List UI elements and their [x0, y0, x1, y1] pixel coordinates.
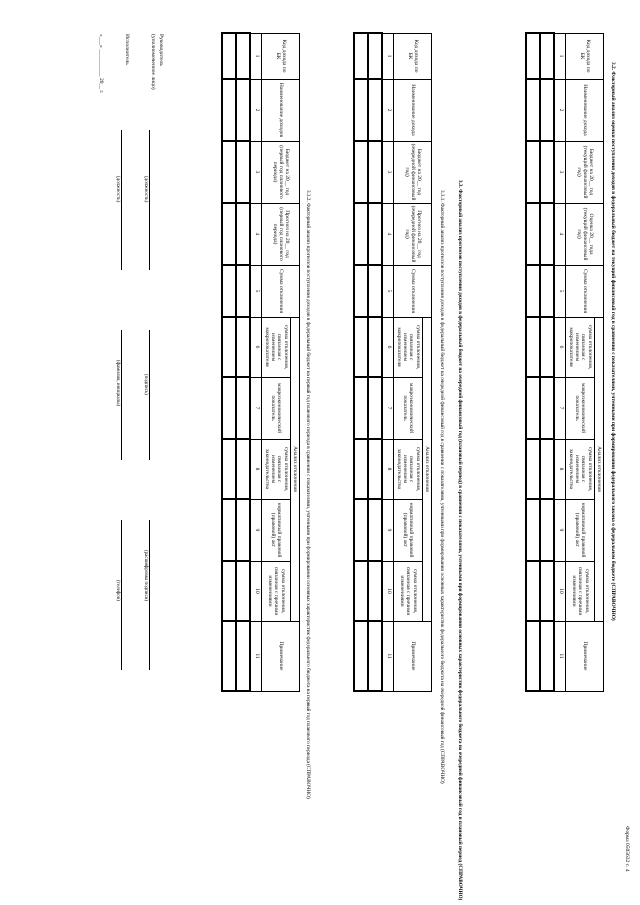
total-cell[interactable] [222, 621, 236, 691]
budget-header: Бюджет на 20__ год (текущий финансовый год) [566, 141, 604, 203]
head-signature-line [149, 330, 150, 460]
total-cell[interactable] [222, 439, 236, 499]
total-cell[interactable] [526, 203, 540, 265]
estimate-header: Прогноз на 20__ год (очередной финансовый год) [394, 203, 432, 265]
total-cell[interactable] [526, 141, 540, 203]
total-cell[interactable] [222, 499, 236, 561]
column-number: 10 [250, 561, 262, 621]
data-cell[interactable] [368, 317, 382, 377]
code-header: Код дохода по БК [394, 33, 432, 79]
legal-act-header: нормативный правовой (правовой) акт [262, 499, 290, 561]
data-cell[interactable] [236, 377, 250, 439]
data-cell[interactable] [540, 317, 554, 377]
data-cell[interactable] [540, 79, 554, 141]
analysis-header: Анализ отклонения [422, 317, 431, 621]
data-cell[interactable] [236, 79, 250, 141]
total-cell[interactable] [526, 33, 540, 79]
column-number: 7 [382, 377, 394, 439]
total-cell[interactable] [354, 317, 368, 377]
head-decode-caption: (расшифровка подписи) [143, 550, 148, 602]
header-row [594, 33, 603, 691]
total-cell[interactable] [526, 79, 540, 141]
total-cell[interactable] [222, 203, 236, 265]
total-cell[interactable] [222, 561, 236, 621]
deviation-header: Сумма отклонения [566, 265, 604, 317]
law-deviation-header: сумма отклонения, связанная с изменением законодательства [262, 439, 290, 499]
head-position-line [149, 130, 150, 270]
section-3-2-title: 3.2. Факторный анализ оценки поступления доходов в федеральный бюджет на текущий финансовый год в сравнении с показателями, учтенными при формировании федерального закона о федеральном бюджете (СПРАВОЧНО) [610, 62, 616, 621]
column-number: 4 [554, 203, 566, 265]
other-deviation-header: сумма отклонения, связанная с прочими изменениями [394, 561, 422, 621]
data-cell[interactable] [236, 317, 250, 377]
analysis-header: Анализ отклонения [290, 317, 299, 621]
section-3-3-2-title: 3.3.2. Факторный анализ прогнозов поступления доходов в федеральный бюджет на первый год планового периода в сравнении с показателями, учтенными при формировании основных характеристик федерального бюджета на первый год планового периода (СПРАВОЧНО) [305, 190, 311, 799]
data-cell[interactable] [540, 561, 554, 621]
column-number: 1 [382, 33, 394, 79]
total-cell[interactable] [354, 79, 368, 141]
section-3-3-1-title: 3.3.1. Факторный анализ прогнозов поступления доходов в федеральный бюджет на очередной финансовый год в сравнении с показателями, учтенными при формировании основных характеристик федерального бюджета на очередной финансовый год (СПРАВОЧНО) [439, 190, 445, 784]
total-cell[interactable] [222, 141, 236, 203]
total-cell[interactable] [354, 33, 368, 79]
data-row [236, 33, 250, 691]
data-cell[interactable] [368, 141, 382, 203]
head-label: Руководитель [158, 34, 164, 66]
estimate-header: Оценка 20__ года (текущий финансовый год) [566, 203, 604, 265]
column-number: 6 [250, 317, 262, 377]
data-cell[interactable] [368, 33, 382, 79]
data-cell[interactable] [236, 141, 250, 203]
total-row [354, 33, 368, 691]
column-number: 3 [250, 141, 262, 203]
exec-phone-line [121, 520, 122, 670]
data-cell[interactable] [540, 621, 554, 691]
total-cell[interactable] [354, 141, 368, 203]
form-label: Форма 0505632 с. 4 [624, 826, 630, 872]
data-cell[interactable] [236, 439, 250, 499]
data-cell[interactable] [368, 499, 382, 561]
data-cell[interactable] [540, 141, 554, 203]
total-cell[interactable] [354, 377, 368, 439]
column-number: 3 [554, 141, 566, 203]
column-number: 10 [382, 561, 394, 621]
total-cell[interactable] [526, 439, 540, 499]
total-cell[interactable] [354, 561, 368, 621]
data-cell[interactable] [368, 621, 382, 691]
column-numbers-row [250, 33, 262, 691]
data-cell[interactable] [236, 203, 250, 265]
total-cell[interactable] [354, 203, 368, 265]
total-cell[interactable] [526, 317, 540, 377]
data-cell[interactable] [540, 439, 554, 499]
legal-act-header: нормативный правовой (правовой) акт [566, 499, 594, 561]
total-cell[interactable] [526, 499, 540, 561]
data-row [540, 33, 554, 691]
exec-fio-caption: (фамилия, инициалы) [115, 360, 120, 407]
table-3-3-1 [353, 32, 432, 692]
column-number: 8 [250, 439, 262, 499]
column-number: 2 [250, 79, 262, 141]
analysis-header: Анализ отклонения [594, 317, 603, 621]
fa-table [221, 32, 300, 692]
head-position-caption: (должность) [143, 176, 148, 203]
total-cell[interactable] [354, 265, 368, 317]
data-cell[interactable] [236, 561, 250, 621]
macro-deviation-header: сумма отклонения, связанная с изменением макропоказателя [566, 317, 594, 377]
estimate-header: Прогноз на 20__ год (первый год планового периода) [262, 203, 300, 265]
law-deviation-header: сумма отклонения, связанная с изменением законодательства [394, 439, 422, 499]
table-3-3-2 [221, 32, 300, 692]
column-numbers-row [382, 33, 394, 691]
total-cell[interactable] [222, 265, 236, 317]
column-number: 3 [382, 141, 394, 203]
budget-header: Бюджет на 20__ год (очередной финансовый год) [394, 141, 432, 203]
data-cell[interactable] [236, 265, 250, 317]
data-cell[interactable] [236, 499, 250, 561]
macro-indicator-header: макроэкономический показатель [262, 377, 290, 439]
column-number: 2 [554, 79, 566, 141]
data-cell[interactable] [368, 79, 382, 141]
head-decode-line [149, 520, 150, 670]
column-number: 6 [382, 317, 394, 377]
data-cell[interactable] [368, 203, 382, 265]
total-cell[interactable] [222, 33, 236, 79]
date-line: «___» __________ 20__ г. [98, 34, 104, 94]
deviation-header: Сумма отклонения [394, 265, 432, 317]
column-numbers-row [554, 33, 566, 691]
data-cell[interactable] [540, 33, 554, 79]
total-cell[interactable] [222, 79, 236, 141]
column-number: 6 [554, 317, 566, 377]
data-cell[interactable] [540, 377, 554, 439]
macro-deviation-header: сумма отклонения, связанная с изменением макропоказателя [262, 317, 290, 377]
total-cell[interactable] [354, 621, 368, 691]
column-number: 11 [554, 621, 566, 691]
column-number: 10 [554, 561, 566, 621]
column-number: 4 [382, 203, 394, 265]
name-header: Наименование доходов [262, 79, 300, 141]
exec-position-line [121, 130, 122, 270]
total-row [526, 33, 540, 691]
executor-label: Исполнитель [124, 34, 130, 65]
column-number: 5 [382, 265, 394, 317]
note-header: Примечание [394, 621, 432, 691]
column-number: 7 [554, 377, 566, 439]
legal-act-header: нормативный правовой (правовой) акт [394, 499, 422, 561]
total-cell[interactable] [526, 561, 540, 621]
column-number: 9 [382, 499, 394, 561]
fa-table [353, 32, 432, 692]
data-cell[interactable] [236, 621, 250, 691]
column-number: 11 [250, 621, 262, 691]
data-cell[interactable] [368, 561, 382, 621]
head-signature-caption: (подпись) [143, 374, 148, 395]
total-row [222, 33, 236, 691]
total-cell[interactable] [354, 439, 368, 499]
law-deviation-header: сумма отклонения, связанная с изменением законодательства [566, 439, 594, 499]
data-cell[interactable] [368, 265, 382, 317]
code-header: Код дохода по БК [262, 33, 300, 79]
column-number: 1 [554, 33, 566, 79]
column-number: 7 [250, 377, 262, 439]
data-cell[interactable] [368, 439, 382, 499]
data-cell[interactable] [236, 33, 250, 79]
other-deviation-header: сумма отклонения, связанная с прочими изменениями [566, 561, 594, 621]
column-number: 5 [554, 265, 566, 317]
budget-header: Бюджет на 20__ год (первый год планового периода) [262, 141, 300, 203]
column-number: 9 [554, 499, 566, 561]
total-cell[interactable] [222, 377, 236, 439]
total-cell[interactable] [526, 377, 540, 439]
code-header: Код дохода по БК [566, 33, 604, 79]
macro-indicator-header: макроэкономический показатель [394, 377, 422, 439]
column-number: 2 [382, 79, 394, 141]
column-number: 11 [382, 621, 394, 691]
total-cell[interactable] [526, 265, 540, 317]
data-cell[interactable] [540, 499, 554, 561]
column-number: 1 [250, 33, 262, 79]
header-row [422, 33, 431, 691]
column-number: 8 [554, 439, 566, 499]
total-cell[interactable] [354, 499, 368, 561]
table-3-2 [525, 32, 604, 692]
column-number: 9 [250, 499, 262, 561]
other-deviation-header: сумма отклонения, связанная с прочими изменениями [262, 561, 290, 621]
total-cell[interactable] [222, 317, 236, 377]
note-header: Примечание [262, 621, 300, 691]
name-header: Наименование дохода [394, 79, 432, 141]
data-cell[interactable] [540, 203, 554, 265]
section-3-3-title: 3.3. Факторный анализ прогнозов поступления доходов в федеральный бюджет на очередной финансовый год (плановый период) в сравнении с показателями, учтенными при формировании основных характеристик федерального бюджета на очередной финансовый год и плановый период (СПРАВОЧНО) [457, 180, 463, 901]
data-cell[interactable] [368, 377, 382, 439]
macro-indicator-header: макроэкономический показатель [566, 377, 594, 439]
total-cell[interactable] [526, 621, 540, 691]
column-number: 4 [250, 203, 262, 265]
column-number: 8 [382, 439, 394, 499]
fa-table [525, 32, 604, 692]
data-row [368, 33, 382, 691]
exec-position-caption: (должность) [115, 176, 120, 203]
macro-deviation-header: сумма отклонения, связанная с изменением макропоказателя [394, 317, 422, 377]
note-header: Примечание [566, 621, 604, 691]
head-sub-label: (уполномоченное лицо) [150, 34, 156, 90]
data-cell[interactable] [540, 265, 554, 317]
deviation-header: Сумма отклонения [262, 265, 300, 317]
name-header: Наименование дохода [566, 79, 604, 141]
exec-fio-line [121, 330, 122, 460]
header-row [290, 33, 299, 691]
column-number: 5 [250, 265, 262, 317]
exec-phone-caption: (телефон) [115, 580, 120, 601]
